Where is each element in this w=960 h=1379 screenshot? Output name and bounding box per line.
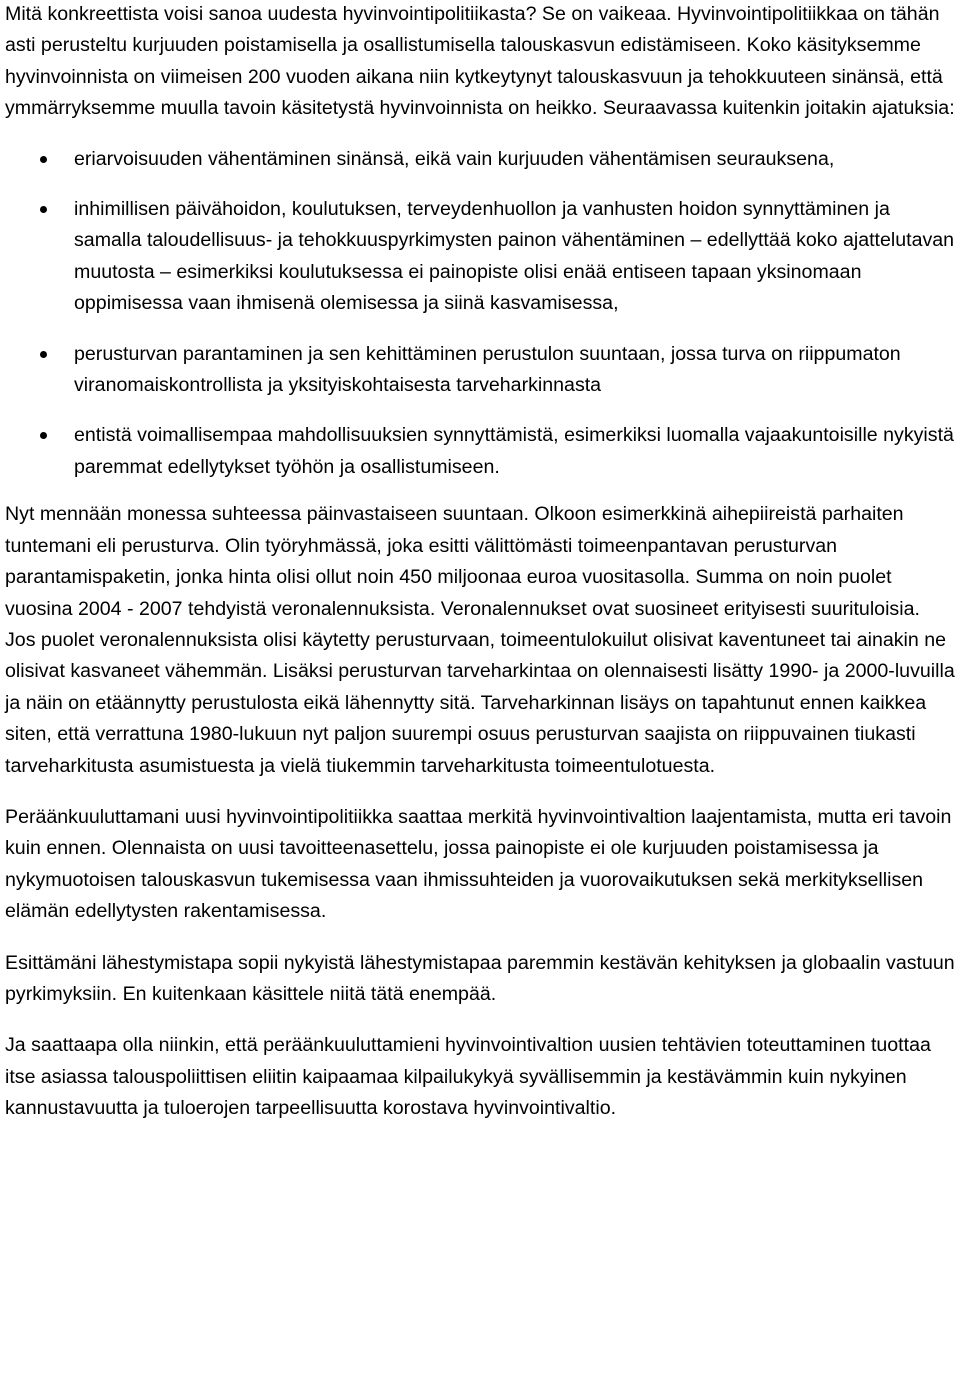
bullet-icon [40, 156, 47, 163]
intro-paragraph: Mitä konkreettista voisi sanoa uudesta hyvinvointipolitiikasta? Se on vaikeaa. Hyvinvointipolitiikkaa on tähän asti perusteltu kurjuuden poistamisella ja osallistumisella talouskasvun edistämiseen. Koko käsityksemme hyvinvoinnista on viimeisen 200 vuoden aikana niin kytkeytynyt talouskasvuun ja tehokkuuteen sinänsä, että ymmärryksemme muulla tavoin käsitetystä hyvinvoinnista on heikko. Seuraavassa kuitenkin joitakin ajatuksia: [5, 3, 955, 120]
bullet-list [5, 144, 955, 484]
list-item-text: eriarvoisuuden vähentäminen sinänsä, eikä vain kurjuuden vähentämisen seurauksena, [74, 147, 835, 170]
closing-paragraph: Ja saattaapa olla niinkin, että peräänkuuluttamieni hyvinvointivaltion uusien tehtävien toteuttaminen tuottaa itse asiassa talouspoliittisen eliitin kaipaamaa kilpailukykyä syvällisemmin ja kestävämmin kuin nykyinen kannustavuutta ja tuloerojen tarpeellisuutta korostava hyvinvointivaltio. [5, 1034, 931, 1120]
basic-security-paragraph: Nyt mennään monessa suhteessa päinvastaiseen suuntaan. Olkoon esimerkkinä aihepiireistä parhaiten tuntemani eli perusturva. Olin työryhmässä, joka esitti välittömästi toimeenpantavan perusturvan parantamispaketin, jonka hinta olisi ollut noin 450 miljoonaa euroa vuositasolla. Summa on noin puolet vuosina 2004 - 2007 tehdyistä veronalennuksista. Veronalennukset ovat suosineet erityisesti suurituloisia. Jos puolet veronalennuksista olisi käytetty perusturvaan, toimeentulokuilut olisivat kaventuneet tai ainakin ne olisivat kasvaneet vähemmän. Lisäksi perusturvan tarveharkintaa on olennaisesti lisätty 1990- ja 2000-luvuilla ja näin on etäännytty perustulosta eikä lähennytty sitä. Tarveharkinnan lisäys on tapahtunut ennen kaikkea siten, että verrattuna 1980-lukuun nyt paljon suurempi osuus perusturvan saajista on riippuvainen tiukasti tarveharkitusta asumistuesta ja vielä tiukemmin tarveharkitusta toimeentulotuesta. [5, 503, 955, 777]
document-page [5, 0, 955, 1125]
list-item-text: perusturvan parantaminen ja sen kehittäminen perustulon suuntaan, jossa turva on riippumaton viranomaiskontrollista ja yksityiskohtaisesta tarveharkinnasta [74, 342, 901, 397]
new-policy-paragraph: Peräänkuuluttamani uusi hyvinvointipolitiikka saattaa merkitä hyvinvointivaltion laajentamista, mutta eri tavoin kuin ennen. Olennaista on uusi tavoitteenasettelu, jossa painopiste ei ole kurjuuden poistamisessa ja nykymuotoisen talouskasvun tukemisessa vaan ihmissuhteiden ja vuorovaikutuksen sekä merkityksellisen elämän edellytysten rakentamisessa. [5, 805, 952, 923]
list-item [5, 144, 955, 175]
bullet-icon [40, 351, 47, 358]
list-item-text: entistä voimallisempaa mahdollisuuksien synnyttämistä, esimerkiksi luomalla vajaakuntoisille nykyistä paremmat edellytykset työhön ja osallistumiseen. [74, 424, 954, 478]
approach-paragraph: Esittämäni lähestymistapa sopii nykyistä lähestymistapaa paremmin kestävän kehityksen ja globaalin vastuun pyrkimyksiin. En kuitenkaan käsittele niitä tätä enempää. [5, 951, 955, 1005]
list-item [5, 194, 955, 320]
bullet-icon [40, 432, 47, 439]
list-item-text: inhimillisen päivähoidon, koulutuksen, terveydenhuollon ja vanhusten hoidon synnyttäminen ja samalla taloudellisuus- ja tehokkuuspyrkimysten painon vähentäminen – edellyttää koko ajattelutavan muutosta – esimerkiksi koulutuksessa ei painopiste olisi enää entiseen tapaan yksinomaan oppimisessa vaan ihmisenä olemisessa ja siinä kasvamisessa, [74, 198, 955, 315]
bullet-icon [40, 206, 47, 213]
list-item [5, 420, 955, 483]
list-item [5, 339, 955, 402]
